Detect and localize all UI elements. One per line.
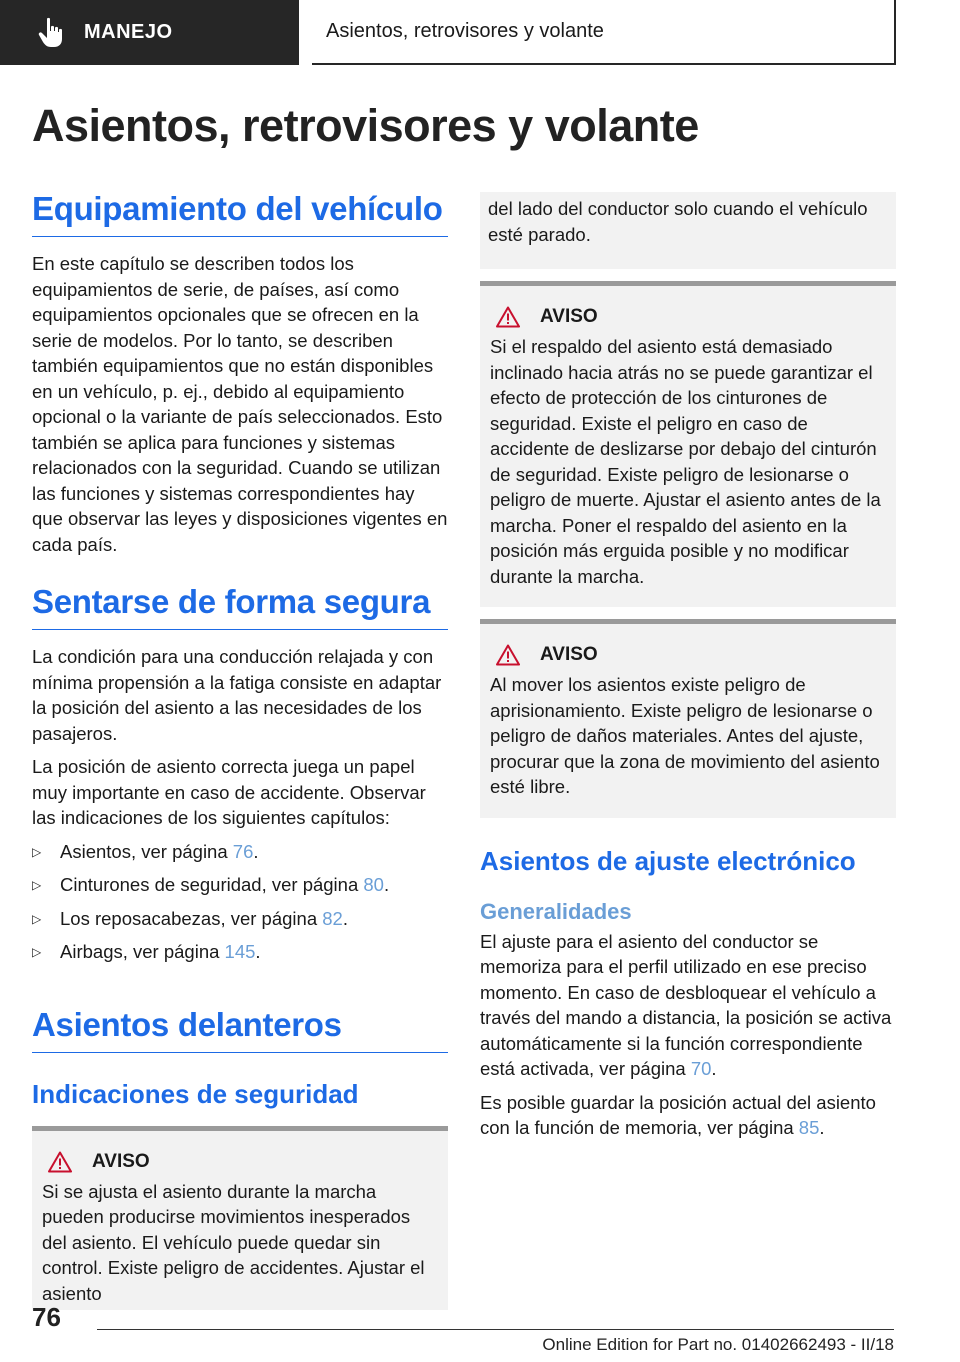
warning-label: AVISO (540, 644, 598, 665)
reference-list (32, 839, 448, 966)
equipamiento-text: En este capítulo se describen todos los equipamientos de serie, de países, así como equipamientos opcionales que se ofrecen en la serie de modelos. Por lo tanto, se describen también equipamientos que no están disponibles en un vehículo, p. ej., debido al equipamiento opcional o la variante de país seleccionados. Esto también se aplica para funciones y sistemas relacionados con la seguridad. Cuando se utilizan las funciones y sistemas correspondientes hay que observar las leyes y disposiciones vigentes en cada país. (32, 253, 448, 555)
warning-box (480, 281, 896, 607)
page-link[interactable]: 82 (322, 907, 343, 929)
right-column (480, 192, 896, 1149)
warning-triangle-icon (496, 306, 520, 328)
triangle-bullet-icon: ▷ (32, 878, 42, 892)
page-link[interactable]: 76 (232, 840, 254, 862)
heading-generalidades: Generalidades (480, 898, 632, 924)
header-section-tab (0, 0, 299, 65)
header-section-label: MANEJO (84, 21, 173, 43)
page-link[interactable]: 85 (798, 1117, 820, 1138)
warning-triangle-icon (48, 1151, 72, 1173)
list-item: ▷ Cinturones de seguridad, ver página 80. (32, 872, 448, 899)
heading-sentarse: Sentarse de forma segura (32, 583, 448, 630)
warning-continuation-text: del lado del conductor solo cuando el vehículo esté parado. (488, 198, 868, 245)
list-item: ▷ Los reposacabezas, ver página 82. (32, 906, 448, 933)
page-number: 76 (32, 1302, 61, 1332)
page-link[interactable]: 80 (363, 874, 384, 895)
heading-indicaciones: Indicaciones de seguridad (32, 1078, 359, 1109)
warning-triangle-icon (496, 644, 520, 666)
triangle-bullet-icon: ▷ (32, 844, 42, 859)
triangle-bullet-icon: ▷ (32, 911, 42, 926)
warning-label: AVISO (540, 306, 598, 327)
footer-divider (97, 1329, 894, 1330)
warning-text: Si se ajusta el asiento durante la marcha pueden producirse movimientos inesperados del asiento. El vehículo puede quedar sin control. Existe peligro de accidentes. Ajustar el asiento (42, 1180, 425, 1304)
footer-edition: Online Edition for Part no. 01402662493 - II/18 (542, 1335, 894, 1354)
generalidades-text-2: Es posible guardar la posición actual del asiento con la función de memoria, ver página 85. (480, 1091, 876, 1138)
page-title: Asientos, retrovisores y volante (32, 100, 699, 151)
warning-label: AVISO (92, 1150, 150, 1172)
heading-equipamiento: Equipamiento del vehículo (32, 190, 448, 237)
warning-continuation (480, 192, 896, 269)
list-item: ▷ Asientos, ver página 76. (32, 839, 448, 866)
list-item: ▷ Airbags, ver página 145. (32, 939, 448, 966)
sentarse-text-1: La condición para una conducción relajada y con mínima propensión a la fatiga consiste en adaptar la posición del asiento a las necesidades de los pasajeros. (32, 646, 442, 744)
page-link[interactable]: 70 (690, 1058, 712, 1079)
warning-text: Si el respaldo del asiento está demasiado inclinado hacia atrás no se puede garantizar el efecto de protección de los cinturones de seguridad. Existe el peligro en caso de accidente de deslizarse por debajo del cinturón de seguridad. Existe peligro de lesionarse o peligro de muerte. Ajustar el asiento antes de la marcha. Poner el respaldo del asiento en la posición más erguida posible y no modificar durante la marcha. (490, 336, 881, 587)
sentarse-text-2: La posición de asiento correcta juega un papel muy importante en caso de accidente. Observar las indicaciones de los siguientes capítulos: (32, 756, 426, 828)
triangle-bullet-icon: ▷ (32, 945, 42, 959)
hand-pointer-icon (32, 13, 72, 53)
header-chapter (312, 0, 896, 65)
page-link[interactable]: 145 (224, 941, 256, 962)
header-chapter-label: Asientos, retrovisores y volante (326, 20, 604, 42)
heading-ajuste-electronico: Asientos de ajuste electrónico (480, 845, 856, 876)
heading-delanteros: Asientos delanteros (32, 1006, 448, 1053)
warning-box (32, 1126, 448, 1311)
warning-box (480, 619, 896, 818)
generalidades-text-1: El ajuste para el asiento del conductor se memoriza para el perfil utilizado en ese preciso momento. En caso de desbloquear el vehículo a través del mando a distancia, la posición se activa automáticamente si la función correspondiente está activada, ver página 70. (480, 930, 892, 1079)
left-column (32, 190, 448, 1310)
warning-text: Al mover los asientos existe peligro de aprisionamiento. Existe peligro de lesionarse o peligro de daños materiales. Antes del ajuste, procurar que la zona de movimiento del asiento esté libre. (490, 674, 880, 797)
